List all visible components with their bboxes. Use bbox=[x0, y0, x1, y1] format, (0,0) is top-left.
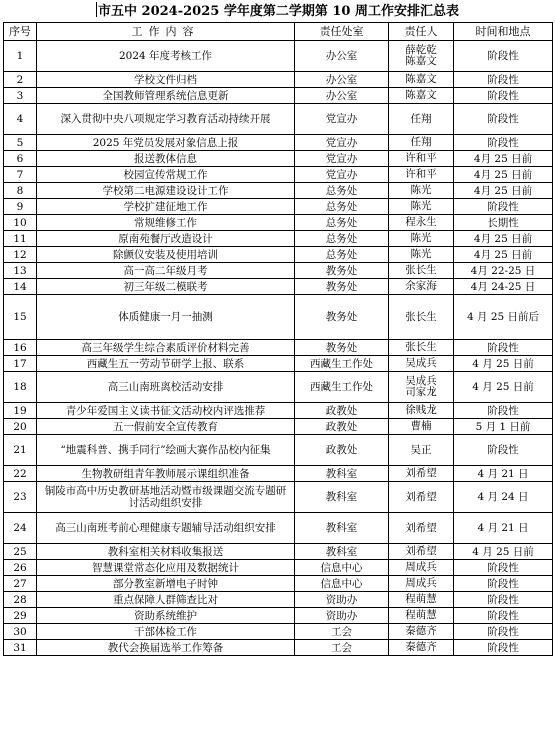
table-row bbox=[4, 167, 553, 183]
cell-task: 资助系统维护 bbox=[37, 608, 295, 624]
cell-task: 铜陵市高中历史教研基地活动暨市级课题交流专题研讨活动组织安排 bbox=[37, 482, 295, 513]
cell-dept: 资助办 bbox=[295, 608, 389, 624]
cell-dept: 政教处 bbox=[295, 419, 389, 435]
cell-no: 22 bbox=[4, 466, 37, 482]
cell-task: 体质健康一月一抽测 bbox=[37, 295, 295, 340]
table-row bbox=[4, 640, 553, 656]
title-text: 市五中 2024-2025 学年度第二学期第 10 周工作安排汇总表 bbox=[98, 4, 459, 19]
header-no: 序号 bbox=[4, 23, 37, 41]
cell-no: 3 bbox=[4, 88, 37, 104]
cell-person: 秦德齐 bbox=[389, 640, 454, 656]
cell-no: 12 bbox=[4, 247, 37, 263]
header-time: 时间和地点 bbox=[454, 23, 553, 41]
cell-dept: 党宣办 bbox=[295, 167, 389, 183]
cell-time: 4 月 25 日前 bbox=[454, 356, 553, 372]
table-row bbox=[4, 295, 553, 340]
cell-time: 4月 25 日前 bbox=[454, 151, 553, 167]
cell-dept: 西藏生工作处 bbox=[295, 356, 389, 372]
cell-dept: 总务处 bbox=[295, 231, 389, 247]
cell-person: 周成兵 bbox=[389, 576, 454, 592]
header-row bbox=[4, 23, 553, 41]
table-row bbox=[4, 608, 553, 624]
cell-person: 陈光 bbox=[389, 231, 454, 247]
cell-dept: 政教处 bbox=[295, 403, 389, 419]
document-sheet bbox=[3, 2, 552, 656]
cell-dept: 办公室 bbox=[295, 41, 389, 72]
cell-time: 4 月 21 日 bbox=[454, 466, 553, 482]
cell-no: 10 bbox=[4, 215, 37, 231]
cell-no: 1 bbox=[4, 41, 37, 72]
cell-person: 薛乾乾 陈嘉文 bbox=[389, 41, 454, 72]
cell-time: 阶段性 bbox=[454, 608, 553, 624]
table-row bbox=[4, 560, 553, 576]
cell-no: 5 bbox=[4, 135, 37, 151]
cell-dept: 总务处 bbox=[295, 215, 389, 231]
cell-no: 31 bbox=[4, 640, 37, 656]
cell-person: 任翔 bbox=[389, 104, 454, 135]
cell-no: 27 bbox=[4, 576, 37, 592]
table-row bbox=[4, 419, 553, 435]
table-row bbox=[4, 263, 553, 279]
cell-time: 阶段性 bbox=[454, 72, 553, 88]
cell-no: 15 bbox=[4, 295, 37, 340]
cell-no: 2 bbox=[4, 72, 37, 88]
cell-task: 除颤仪安装及使用培训 bbox=[37, 247, 295, 263]
table-row bbox=[4, 513, 553, 544]
cell-time: 阶段性 bbox=[454, 640, 553, 656]
table-row bbox=[4, 544, 553, 560]
cell-no: 7 bbox=[4, 167, 37, 183]
cell-dept: 教科室 bbox=[295, 466, 389, 482]
header-person: 责任人 bbox=[389, 23, 454, 41]
cell-person: 程永生 bbox=[389, 215, 454, 231]
cell-dept: 工会 bbox=[295, 624, 389, 640]
cell-no: 26 bbox=[4, 560, 37, 576]
cell-no: 8 bbox=[4, 183, 37, 199]
cell-person: 刘希望 bbox=[389, 513, 454, 544]
table-row bbox=[4, 624, 553, 640]
cell-person: 张长生 bbox=[389, 295, 454, 340]
table-row bbox=[4, 482, 553, 513]
cell-time: 阶段性 bbox=[454, 199, 553, 215]
cell-time: 4 月 24 日 bbox=[454, 482, 553, 513]
cell-time: 阶段性 bbox=[454, 88, 553, 104]
cell-dept: 办公室 bbox=[295, 88, 389, 104]
cell-person: 刘希望 bbox=[389, 482, 454, 513]
cell-task: 部分教室新增电子时钟 bbox=[37, 576, 295, 592]
table-row bbox=[4, 215, 553, 231]
cell-task: 生物教研组青年教师展示课组织准备 bbox=[37, 466, 295, 482]
cell-time: 4 月 25 日前后 bbox=[454, 295, 553, 340]
cell-task: 高三年级学生综合素质评价材料完善 bbox=[37, 340, 295, 356]
cell-dept: 教务处 bbox=[295, 340, 389, 356]
cell-time: 4月 25 日前 bbox=[454, 231, 553, 247]
cell-dept: 资助办 bbox=[295, 592, 389, 608]
cell-time: 4月 25 日前 bbox=[454, 167, 553, 183]
cell-no: 9 bbox=[4, 199, 37, 215]
cell-time: 阶段性 bbox=[454, 576, 553, 592]
cell-person: 吴成兵 司家龙 bbox=[389, 372, 454, 403]
table-row bbox=[4, 592, 553, 608]
cell-dept: 信息中心 bbox=[295, 576, 389, 592]
cell-person: 程萌慧 bbox=[389, 592, 454, 608]
cell-time: 长期性 bbox=[454, 215, 553, 231]
cell-time: 阶段性 bbox=[454, 104, 553, 135]
cell-dept: 党宣办 bbox=[295, 151, 389, 167]
cell-time: 4月 25 日前 bbox=[454, 247, 553, 263]
cell-no: 16 bbox=[4, 340, 37, 356]
cell-task: 原南苑餐厅改造设计 bbox=[37, 231, 295, 247]
cell-task: 高三山南班考前心理健康专题辅导活动组织安排 bbox=[37, 513, 295, 544]
table-row bbox=[4, 88, 553, 104]
cell-task: 全国教师管理系统信息更新 bbox=[37, 88, 295, 104]
cell-person: 刘希望 bbox=[389, 544, 454, 560]
cell-person: 秦德齐 bbox=[389, 624, 454, 640]
cell-dept: 教科室 bbox=[295, 513, 389, 544]
table-row bbox=[4, 151, 553, 167]
table-row bbox=[4, 104, 553, 135]
cell-time: 阶段性 bbox=[454, 624, 553, 640]
cell-no: 23 bbox=[4, 482, 37, 513]
cell-no: 28 bbox=[4, 592, 37, 608]
table-row bbox=[4, 199, 553, 215]
cell-task: 初三年级二模联考 bbox=[37, 279, 295, 295]
cell-task: 教代会换届选举工作筹备 bbox=[37, 640, 295, 656]
cell-person: 陈光 bbox=[389, 247, 454, 263]
cell-person: 任翔 bbox=[389, 135, 454, 151]
cell-task: 2024 年度考核工作 bbox=[37, 41, 295, 72]
cell-no: 4 bbox=[4, 104, 37, 135]
cell-task: 校园宣传常规工作 bbox=[37, 167, 295, 183]
cell-dept: 总务处 bbox=[295, 247, 389, 263]
cell-dept: 党宣办 bbox=[295, 104, 389, 135]
cell-dept: 办公室 bbox=[295, 72, 389, 88]
cell-dept: 教科室 bbox=[295, 482, 389, 513]
cell-task: 2025 年党员发展对象信息上报 bbox=[37, 135, 295, 151]
cell-time: 4 月 25 日前 bbox=[454, 372, 553, 403]
cell-dept: 教务处 bbox=[295, 263, 389, 279]
cell-time: 阶段性 bbox=[454, 340, 553, 356]
cell-time: 4月 25 日前 bbox=[454, 183, 553, 199]
table-row bbox=[4, 231, 553, 247]
cell-no: 11 bbox=[4, 231, 37, 247]
table-row bbox=[4, 41, 553, 72]
table-row bbox=[4, 135, 553, 151]
table-row bbox=[4, 576, 553, 592]
cell-time: 阶段性 bbox=[454, 592, 553, 608]
cell-time: 阶段性 bbox=[454, 403, 553, 419]
cell-no: 14 bbox=[4, 279, 37, 295]
cell-task: 青少年爱国主义读书征文活动校内评选推荐 bbox=[37, 403, 295, 419]
cell-person: 周成兵 bbox=[389, 560, 454, 576]
table-row bbox=[4, 435, 553, 466]
cell-dept: 西藏生工作处 bbox=[295, 372, 389, 403]
schedule-table bbox=[3, 22, 553, 656]
table-row bbox=[4, 183, 553, 199]
cell-person: 许和平 bbox=[389, 151, 454, 167]
cell-time: 4月 22-25 日 bbox=[454, 263, 553, 279]
cell-person: 陈嘉文 bbox=[389, 72, 454, 88]
cell-person: 张长生 bbox=[389, 263, 454, 279]
cell-person: 程萌慧 bbox=[389, 608, 454, 624]
cell-task: 干部体检工作 bbox=[37, 624, 295, 640]
cell-person: 许和平 bbox=[389, 167, 454, 183]
table-row bbox=[4, 356, 553, 372]
cell-no: 21 bbox=[4, 435, 37, 466]
cell-task: 学校扩建征地工作 bbox=[37, 199, 295, 215]
cell-no: 24 bbox=[4, 513, 37, 544]
table-row bbox=[4, 247, 553, 263]
cell-no: 17 bbox=[4, 356, 37, 372]
cell-no: 29 bbox=[4, 608, 37, 624]
cell-person: 徐贱龙 bbox=[389, 403, 454, 419]
cell-time: 阶段性 bbox=[454, 435, 553, 466]
cell-task: 学校文件归档 bbox=[37, 72, 295, 88]
cell-task: 报送教体信息 bbox=[37, 151, 295, 167]
cell-no: 30 bbox=[4, 624, 37, 640]
cell-no: 20 bbox=[4, 419, 37, 435]
cell-person: 刘希望 bbox=[389, 466, 454, 482]
cell-person: 吴成兵 bbox=[389, 356, 454, 372]
cell-dept: 工会 bbox=[295, 640, 389, 656]
cell-time: 4 月 25 日前 bbox=[454, 544, 553, 560]
cell-person: 陈光 bbox=[389, 199, 454, 215]
cell-time: 阶段性 bbox=[454, 560, 553, 576]
cell-person: 张长生 bbox=[389, 340, 454, 356]
cell-person: 曹楠 bbox=[389, 419, 454, 435]
table-row bbox=[4, 466, 553, 482]
cell-no: 13 bbox=[4, 263, 37, 279]
cell-task: 教科室相关材料收集报送 bbox=[37, 544, 295, 560]
cell-task: 常规维修工作 bbox=[37, 215, 295, 231]
cell-person: 吴正 bbox=[389, 435, 454, 466]
cell-task: 西藏生五一劳动节研学上报、联系 bbox=[37, 356, 295, 372]
cell-time: 阶段性 bbox=[454, 135, 553, 151]
cell-dept: 总务处 bbox=[295, 199, 389, 215]
cell-task: 高三山南班离校活动安排 bbox=[37, 372, 295, 403]
table-body bbox=[4, 41, 553, 656]
table-row bbox=[4, 72, 553, 88]
cell-person: 陈光 bbox=[389, 183, 454, 199]
cell-time: 5 月 1 日前 bbox=[454, 419, 553, 435]
cell-no: 19 bbox=[4, 403, 37, 419]
text-cursor bbox=[96, 2, 97, 17]
cell-time: 4 月 21 日 bbox=[454, 513, 553, 544]
cell-dept: 总务处 bbox=[295, 183, 389, 199]
cell-no: 18 bbox=[4, 372, 37, 403]
header-task: 工作内容 bbox=[37, 23, 295, 41]
table-row bbox=[4, 372, 553, 403]
cell-no: 6 bbox=[4, 151, 37, 167]
table-row bbox=[4, 403, 553, 419]
cell-no: 25 bbox=[4, 544, 37, 560]
cell-person: 陈嘉文 bbox=[389, 88, 454, 104]
cell-task: 五一假前安全宣传教育 bbox=[37, 419, 295, 435]
cell-dept: 政教处 bbox=[295, 435, 389, 466]
cell-task: 重点保障人群筛查比对 bbox=[37, 592, 295, 608]
cell-task: “地震科普、携手同行”绘画大赛作品校内征集 bbox=[37, 435, 295, 466]
cell-time: 阶段性 bbox=[454, 41, 553, 72]
header-dept: 责任处室 bbox=[295, 23, 389, 41]
table-title bbox=[3, 2, 552, 22]
table-row bbox=[4, 340, 553, 356]
cell-dept: 教务处 bbox=[295, 295, 389, 340]
cell-person: 余家海 bbox=[389, 279, 454, 295]
cell-time: 4月 24-25 日 bbox=[454, 279, 553, 295]
cell-task: 高一高二年级月考 bbox=[37, 263, 295, 279]
cell-task: 深入贯彻中央八项规定学习教育活动持续开展 bbox=[37, 104, 295, 135]
cell-dept: 信息中心 bbox=[295, 560, 389, 576]
cell-dept: 党宣办 bbox=[295, 135, 389, 151]
cell-task: 学校第二电源建设设计工作 bbox=[37, 183, 295, 199]
cell-dept: 教科室 bbox=[295, 544, 389, 560]
table-row bbox=[4, 279, 553, 295]
cell-dept: 教务处 bbox=[295, 279, 389, 295]
cell-task: 智慧课堂常态化应用及数据统计 bbox=[37, 560, 295, 576]
